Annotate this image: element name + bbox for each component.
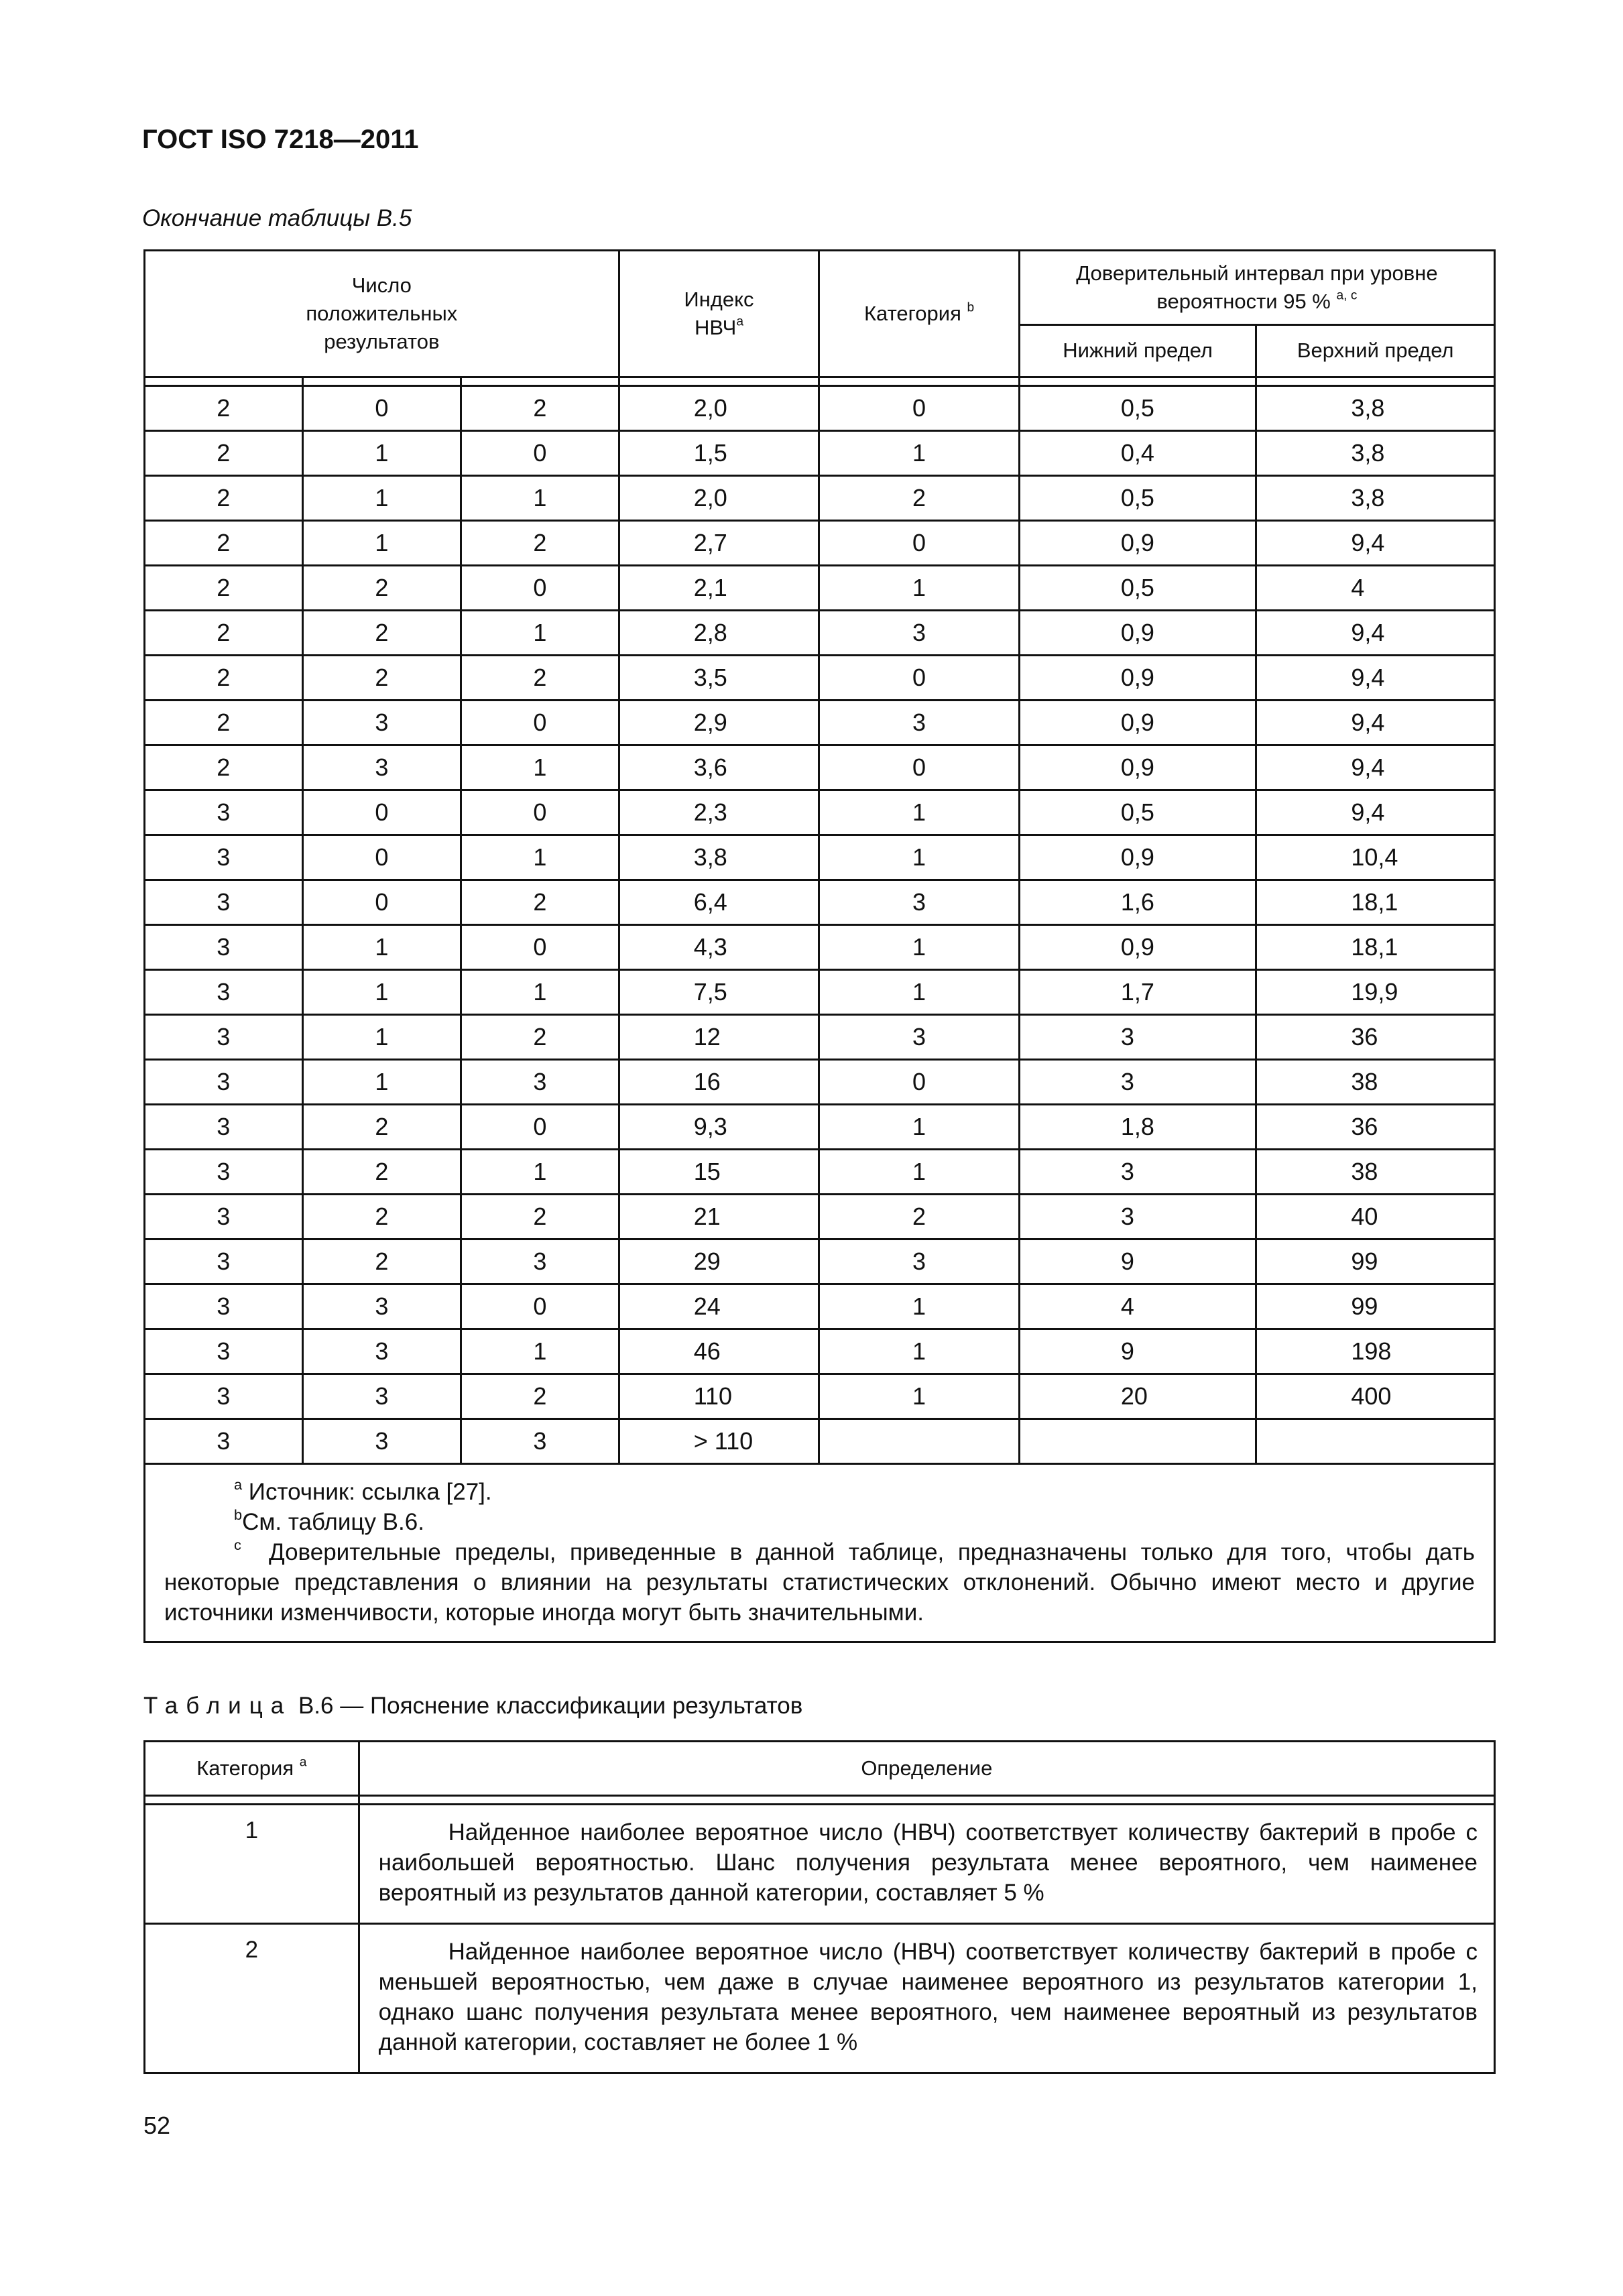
table-cell: 2 [819, 476, 1020, 521]
header-confidence-interval: Доверительный интервал при уровне вероятности 95 % $^{a, c}$ [1019, 251, 1494, 325]
table-cell: 4,3 [619, 925, 819, 970]
table-cell: 9,4 [1256, 521, 1495, 566]
table-cell: 2 [302, 1240, 461, 1284]
table-cell: 1,5 [619, 431, 819, 476]
table-cell: 0 [461, 431, 619, 476]
table-row [145, 1374, 1495, 1419]
table-cell: 15 [619, 1150, 819, 1195]
header-row [145, 251, 1495, 325]
table-cell: 1 [819, 925, 1020, 970]
table-cell: 1 [819, 1329, 1020, 1374]
table-cell: 3 [145, 880, 303, 925]
table-cell: 3,8 [1256, 386, 1495, 431]
table-cell: 0,9 [1019, 835, 1256, 880]
table-cell: 0 [819, 521, 1020, 566]
table-row [145, 1240, 1495, 1284]
table-cell: 2,0 [619, 476, 819, 521]
table-cell: 0,9 [1019, 656, 1256, 701]
table-row [145, 1284, 1495, 1329]
table-cell: 0,5 [1019, 476, 1256, 521]
table-cell: 9,4 [1256, 701, 1495, 745]
table-cell: 3 [145, 970, 303, 1015]
table-cell: 0,9 [1019, 521, 1256, 566]
table-cell: 9,4 [1256, 745, 1495, 790]
table-cell: 9,4 [1256, 790, 1495, 835]
table-cell: 1 [302, 431, 461, 476]
table-row [145, 566, 1495, 611]
table-cell: 3 [819, 701, 1020, 745]
category-cell: 1 [145, 1805, 359, 1924]
table-caption: Окончание таблицы В.5 [142, 205, 412, 231]
table-cell: 4 [1256, 566, 1495, 611]
table-cell: 3 [819, 1240, 1020, 1284]
table-row [145, 386, 1495, 431]
table-cell: 3 [145, 1419, 303, 1464]
table-row [145, 1805, 1495, 1924]
table-cell: 110 [619, 1374, 819, 1419]
table-row [145, 790, 1495, 835]
table-cell: 1 [302, 521, 461, 566]
table-cell: 3 [1019, 1195, 1256, 1240]
table-cell: 1 [461, 745, 619, 790]
table-row [145, 1924, 1495, 2073]
table-cell: 0,5 [1019, 790, 1256, 835]
header-positive-results: Число положительных результатов [145, 251, 619, 377]
table-row [145, 880, 1495, 925]
table-cell: 2 [302, 1105, 461, 1150]
table-cell: 16 [619, 1060, 819, 1105]
table-cell: 1 [819, 431, 1020, 476]
table-row [145, 476, 1495, 521]
table-cell: 0 [819, 1060, 1020, 1105]
table-cell: 0,9 [1019, 925, 1256, 970]
table-cell [819, 1419, 1020, 1464]
note-c: $^c$ Доверительные пределы, приведенные в данной таблице, предназначены только для того, чтобы дать некоторые представления о влиянии на результаты статистических отклонений. Обычно имеют место и другие источники изменчивости, которые иногда могут быть значительными. [164, 1536, 1475, 1626]
table-cell: 0 [461, 1284, 619, 1329]
table-cell: 21 [619, 1195, 819, 1240]
table-cell: 1 [302, 970, 461, 1015]
note-a: $^a$ Источник: ссылка [27]. [234, 1475, 492, 1505]
table-cell: 0 [819, 745, 1020, 790]
table-cell: 400 [1256, 1374, 1495, 1419]
document-title: ГОСТ ISO 7218—2011 [142, 125, 419, 154]
page-number: 52 [143, 2112, 171, 2139]
table-cell: 19,9 [1256, 970, 1495, 1015]
table-cell: 2 [461, 880, 619, 925]
table-cell: 40 [1256, 1195, 1495, 1240]
table-cell: 2,8 [619, 611, 819, 656]
table-cell: 1 [302, 1015, 461, 1060]
table-cell: 3 [145, 1195, 303, 1240]
table-cell: 38 [1256, 1060, 1495, 1105]
table-cell: 3 [302, 745, 461, 790]
header-separator [145, 1796, 1495, 1805]
table-cell: 2 [461, 656, 619, 701]
table-cell: 3 [145, 925, 303, 970]
table-cell: 1 [302, 476, 461, 521]
table-cell: 3 [145, 1015, 303, 1060]
table-cell: 2 [461, 386, 619, 431]
table-cell: 2,3 [619, 790, 819, 835]
notes-row [145, 1464, 1495, 1642]
table-row [145, 1060, 1495, 1105]
table-cell: 0 [461, 790, 619, 835]
table-cell: 1 [819, 1374, 1020, 1419]
header-category: Категория $^b$ [819, 251, 1020, 377]
note-b: $^b$См. таблицу В.6. [234, 1506, 424, 1535]
table-cell: 3,8 [1256, 431, 1495, 476]
table-cell: 0 [302, 835, 461, 880]
table-cell: 36 [1256, 1015, 1495, 1060]
table-cell: 0,9 [1019, 701, 1256, 745]
table-cell: 2 [145, 745, 303, 790]
table-cell: 3 [145, 835, 303, 880]
table-cell: 7,5 [619, 970, 819, 1015]
table-cell: 2 [461, 1195, 619, 1240]
table-row [145, 835, 1495, 880]
table-cell: 2,9 [619, 701, 819, 745]
table-cell: 1 [819, 835, 1020, 880]
table-cell: 0 [302, 790, 461, 835]
table-cell: 3 [819, 611, 1020, 656]
table-cell: 1,8 [1019, 1105, 1256, 1150]
table-cell: 36 [1256, 1105, 1495, 1150]
table-cell: 2 [145, 476, 303, 521]
table-cell: 2 [145, 521, 303, 566]
table-cell: 2 [145, 566, 303, 611]
table-cell: 9,4 [1256, 656, 1495, 701]
table-cell: 38 [1256, 1150, 1495, 1195]
table-cell: 2 [145, 701, 303, 745]
table-cell: 99 [1256, 1240, 1495, 1284]
header-mpn-index: Индекс НВЧ$^a$ [619, 251, 819, 377]
table-row [145, 1195, 1495, 1240]
table-row [145, 1329, 1495, 1374]
table-cell: 3 [302, 701, 461, 745]
table-cell: 3 [145, 1329, 303, 1374]
table-cell: 1 [819, 566, 1020, 611]
table-cell: 2 [302, 656, 461, 701]
table-cell: 0,5 [1019, 386, 1256, 431]
table-row [145, 611, 1495, 656]
table-cell: 3 [461, 1060, 619, 1105]
table-row [145, 970, 1495, 1015]
table-cell: 2 [145, 386, 303, 431]
table-cell: 1 [819, 970, 1020, 1015]
table-cell: 2 [302, 611, 461, 656]
table-cell: 2,0 [619, 386, 819, 431]
table-cell: 3 [145, 1374, 303, 1419]
definition-cell: Найденное наиболее вероятное число (НВЧ) соответствует количеству бактерий в пробе с наибольшей вероятностью. Шанс получения результата менее вероятного, чем наименее вероятный из результатов данной категории, составляет 5 % [359, 1805, 1494, 1924]
table-cell: 2 [302, 1195, 461, 1240]
table-cell: 2,1 [619, 566, 819, 611]
table-row [145, 431, 1495, 476]
table-cell: 0 [302, 880, 461, 925]
table-row [145, 925, 1495, 970]
table-cell: 0,4 [1019, 431, 1256, 476]
table-cell: 0 [461, 1105, 619, 1150]
table-cell: 3,5 [619, 656, 819, 701]
table-cell: 3 [145, 1240, 303, 1284]
table-cell: 18,1 [1256, 925, 1495, 970]
table-cell: 3,6 [619, 745, 819, 790]
table-cell: 2 [302, 1150, 461, 1195]
table6-caption: Таблица В.6 — Пояснение классификации результатов [143, 1693, 803, 1719]
table-cell: 3 [145, 1060, 303, 1105]
table-cell: 1 [461, 1329, 619, 1374]
header-definition: Определение [359, 1742, 1494, 1796]
table-cell: 0 [819, 386, 1020, 431]
table-cell: 1,7 [1019, 970, 1256, 1015]
header-separator [145, 377, 1495, 386]
table-cell: 1 [461, 611, 619, 656]
table-row [145, 656, 1495, 701]
mpn-table [143, 249, 1496, 1643]
table-cell: 2 [819, 1195, 1020, 1240]
table-cell: 9,4 [1256, 611, 1495, 656]
table-notes [145, 1464, 1495, 1642]
table-cell: 2 [461, 521, 619, 566]
table-cell: 2 [145, 656, 303, 701]
table-cell: 0 [461, 566, 619, 611]
table-cell: 1 [819, 1105, 1020, 1150]
table-cell: 4 [1019, 1284, 1256, 1329]
table-cell: 46 [619, 1329, 819, 1374]
table-cell: 0 [302, 386, 461, 431]
table-row [145, 745, 1495, 790]
table-cell: 0 [819, 656, 1020, 701]
table-cell: 1 [819, 1150, 1020, 1195]
table-cell: 0 [461, 701, 619, 745]
table-cell: 2,7 [619, 521, 819, 566]
table-cell: 1 [819, 790, 1020, 835]
table-cell [1256, 1419, 1495, 1464]
table-cell: 3 [302, 1419, 461, 1464]
table-cell: 2 [145, 431, 303, 476]
category-cell: 2 [145, 1924, 359, 2073]
table-cell: 18,1 [1256, 880, 1495, 925]
table-cell: 3 [1019, 1015, 1256, 1060]
header-category: Категория $^a$ [145, 1742, 359, 1796]
table-cell: 99 [1256, 1284, 1495, 1329]
table-cell: 1 [819, 1284, 1020, 1329]
table-cell [1019, 1419, 1256, 1464]
table-cell: 1 [461, 476, 619, 521]
table-cell: 3 [1019, 1150, 1256, 1195]
table-cell: 3 [461, 1419, 619, 1464]
table-cell: 3 [819, 1015, 1020, 1060]
table-cell: 0,5 [1019, 566, 1256, 611]
table-row [145, 521, 1495, 566]
table-cell: 9 [1019, 1240, 1256, 1284]
table-cell: 3 [302, 1374, 461, 1419]
table-cell: 2 [302, 566, 461, 611]
definition-cell: Найденное наиболее вероятное число (НВЧ) соответствует количеству бактерий в пробе с меньшей вероятностью, чем даже в случае наименее вероятного из результатов категории 1, однако шанс получения результата менее вероятного, чем наименее вероятный из результатов данной категории, составляет не более 1 % [359, 1924, 1494, 2073]
table-cell: 1 [461, 1150, 619, 1195]
table-row [145, 1419, 1495, 1464]
table-cell: 3 [302, 1284, 461, 1329]
table-cell: 198 [1256, 1329, 1495, 1374]
table-cell: 3 [1019, 1060, 1256, 1105]
table-cell: 2 [145, 611, 303, 656]
table-cell: 12 [619, 1015, 819, 1060]
table-cell: 3 [145, 1105, 303, 1150]
table-row [145, 1015, 1495, 1060]
table-row [145, 1150, 1495, 1195]
table-cell: > 110 [619, 1419, 819, 1464]
table-cell: 1,6 [1019, 880, 1256, 925]
table-cell: 3 [302, 1329, 461, 1374]
header-row [145, 1742, 1495, 1796]
table-cell: 24 [619, 1284, 819, 1329]
table-body [145, 386, 1495, 1464]
table-cell: 1 [461, 835, 619, 880]
table-cell: 3 [145, 1284, 303, 1329]
table-cell: 3 [461, 1240, 619, 1284]
table-cell: 2 [461, 1374, 619, 1419]
table-cell: 3 [145, 1150, 303, 1195]
table-cell: 10,4 [1256, 835, 1495, 880]
table-cell: 2 [461, 1015, 619, 1060]
table-cell: 0,9 [1019, 745, 1256, 790]
table-cell: 0 [461, 925, 619, 970]
table-cell: 9,3 [619, 1105, 819, 1150]
table-cell: 3 [145, 790, 303, 835]
table-row [145, 701, 1495, 745]
header-lower-limit: Нижний предел [1019, 324, 1256, 377]
table-cell: 1 [302, 1060, 461, 1105]
table-cell: 6,4 [619, 880, 819, 925]
table-cell: 1 [302, 925, 461, 970]
table-cell: 29 [619, 1240, 819, 1284]
table-cell: 3,8 [619, 835, 819, 880]
table-cell: 3 [819, 880, 1020, 925]
category-table [143, 1740, 1496, 2074]
header-upper-limit: Верхний предел [1256, 324, 1495, 377]
table-cell: 3,8 [1256, 476, 1495, 521]
table-cell: 9 [1019, 1329, 1256, 1374]
table-cell: 20 [1019, 1374, 1256, 1419]
table-row [145, 1105, 1495, 1150]
table-cell: 0,9 [1019, 611, 1256, 656]
table-cell: 1 [461, 970, 619, 1015]
